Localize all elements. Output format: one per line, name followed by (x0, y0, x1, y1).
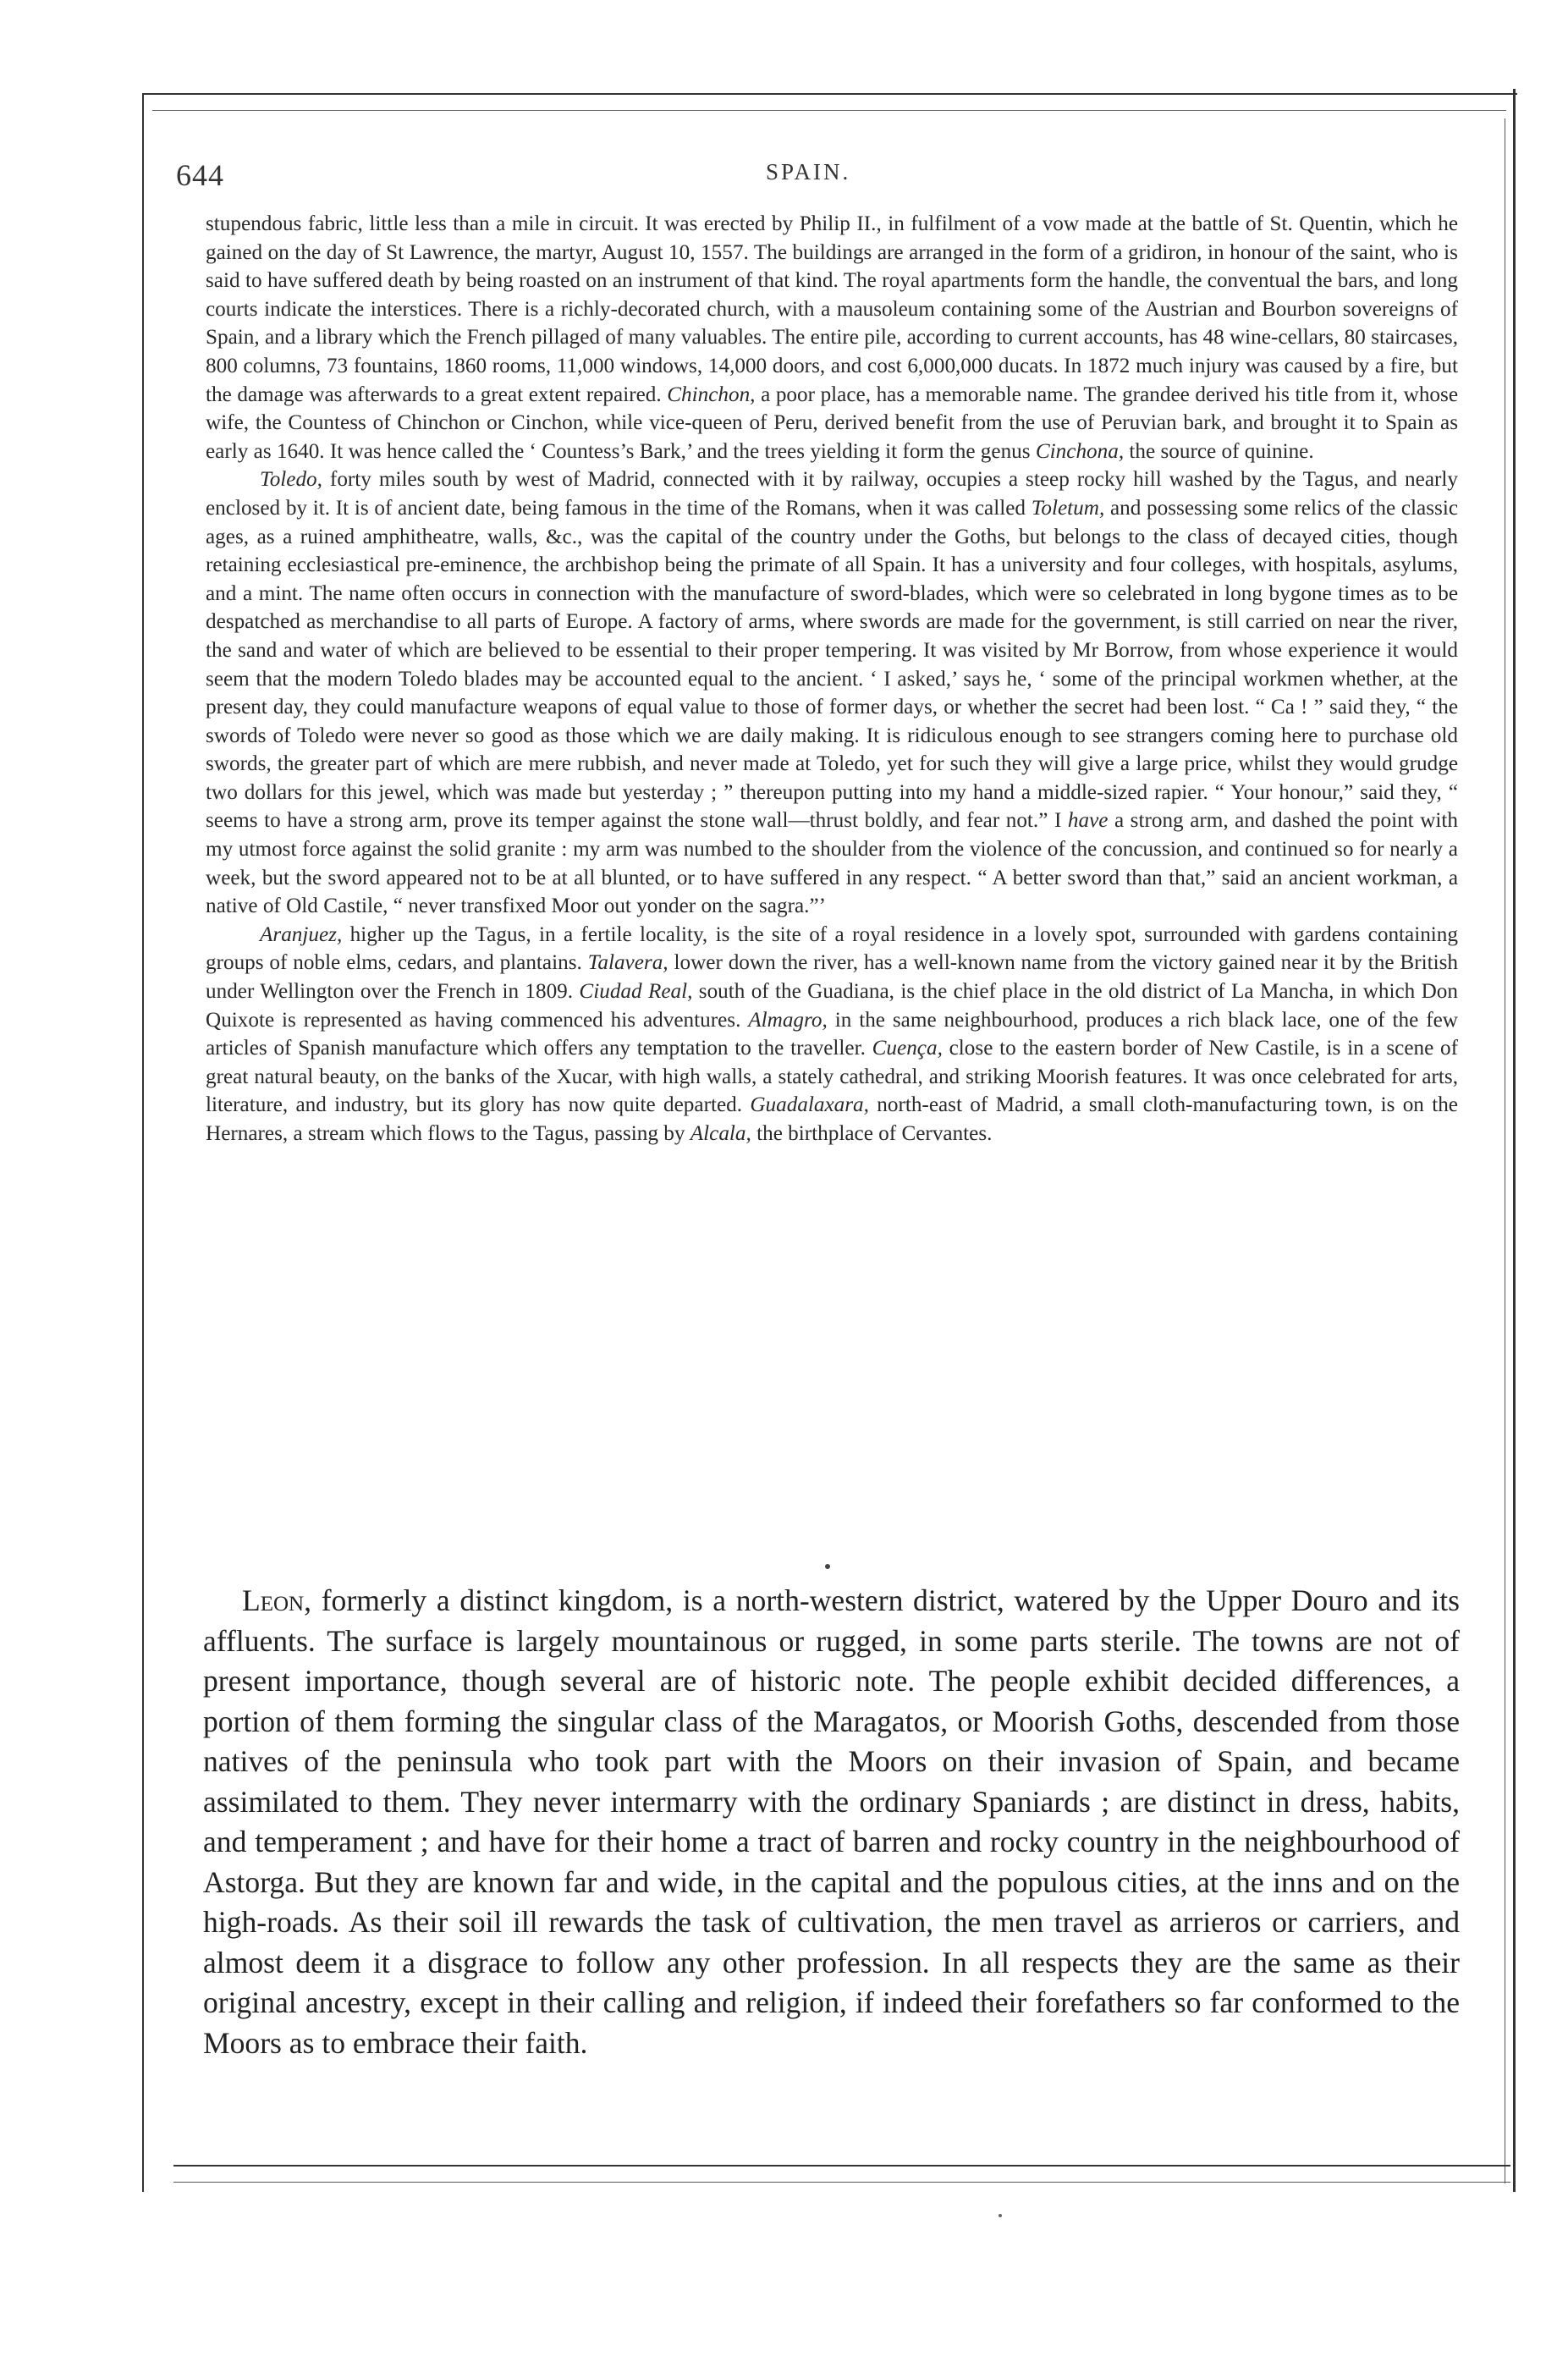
italic-term: Almagro, (748, 1008, 828, 1032)
leon-body: formerly a distinct kingdom, is a north-western district, watered by the Upper Douro and its affluents. The surface is largely mountainous or rugged, in some parts sterile. The towns are not of present importance, though several are of historic note. The people exhibit decided differences, a portion of them forming the singular class of the Maragatos, or Moorish Goths, descended from those natives of the peninsula who took part with the Moors on their invasion of Spain, and became assimilated to them. They never intermarry with the ordinary Spaniards ; are distinct in dress, habits, and temperament ; and have for their home a tract of barren and rocky country in the neighbourhood of Astorga. But they are known far and wide, in the capital and the populous cities, at the inns and on the high-roads. As their soil ill rewards the task of cultivation, the men travel as arrieros or carriers, and almost deem it a disgrace to follow any other profession. In all respects they are the same as their original ancestry, except in their calling and religion, if indeed their forefathers so far conformed to the Moors as to embrace their faith. (203, 1583, 1460, 2060)
paragraph-escorial (206, 210, 1458, 465)
italic-term: Toledo, (260, 468, 322, 492)
text-run: close to the eastern border of New Castile, is in a scene of great natural beauty, on the banks of the Xucar, with high walls, a stately cathedral, and striking Moorish features. It was once celebrated for arts, literature, and industry, but its glory has now quite departed. (206, 1037, 1458, 1117)
large-print-section (203, 1581, 1460, 2063)
text-run: in the same neighbourhood, produces a rich black lace, one of the few articles of Spanish manufacture which offers any temptation to the traveller. (206, 1008, 1458, 1060)
italic-term: Guadalaxara, (750, 1093, 869, 1117)
text-run: a poor place, has a memorable name. The grandee derived his title from it, whose wife, the Countess of Chinchon or Cinchon, while vice-queen of Peru, derived benefit from the use of Peruvian bark, and brought it to Spain as early as 1640. It was hence called the ‘ Countess’s Bark,’ and the trees yielding it form the genus (206, 383, 1458, 463)
italic-term: Chinchon, (667, 383, 756, 406)
text-run: stupendous fabric, little less than a mile in circuit. It was erected by Philip II., in fulfilment of a vow made at the battle of St. Quentin, which he gained on the day of St Lawrence, the martyr, August 10, 1557. The buildings are arranged in the form of a gridiron, in honour of the saint, who is said to have suffered death by being roasted on an instrument of that kind. The royal apartments form the handle, the conventual the bars, and long courts indicate the interstices. There is a richly-decorated church, with a mausoleum containing some of the Austrian and Bourbon sovereigns of Spain, and a library which the French pillaged of many valuables. The entire pile, according to current accounts, has 48 wine-cellars, 80 staircases, 800 columns, 73 fountains, 1860 rooms, 11,000 windows, 14,000 doors, and cost 6,000,000 ducats. In 1872 much injury was caused by a fire, but the damage was afterwards to a great extent repaired. (206, 212, 1458, 406)
section-divider-dot (825, 1564, 830, 1569)
text-run: the birthplace of Cervantes. (751, 1122, 993, 1145)
page-border-rule (152, 110, 1506, 111)
running-head: SPAIN. (766, 159, 851, 184)
italic-term: Talavera, (587, 951, 668, 975)
italic-term: Ciudad Real, (579, 980, 693, 1004)
text-run: a strong arm, and dashed the point with my utmost force against the solid granite : my arm was numbed to the shoulder from the violence of the concussion, and continued so for nearly a week, but the sword appeared not to be at all blunted, or to have suffered in any respect. “ A better sword than that,” said an ancient workman, a native of Old Castile, “ never transfixed Moor out yonder on the sagra.”’ (206, 809, 1458, 918)
page-border-right (1513, 89, 1516, 2192)
text-run: north-east of Madrid, a small cloth-manufacturing town, is on the Hernares, a stream which flows to the Tagus, passing by (206, 1093, 1458, 1145)
paragraph-toledo (206, 465, 1458, 921)
text-run: south of the Guadiana, is the chief place in the old district of La Mancha, in which Don Quixote is represented as having commenced his adventures. (206, 980, 1458, 1032)
text-run: higher up the Tagus, in a fertile locality, is the site of a royal residence in a lovely spot, surrounded with gardens containing groups of noble elms, cedars, and plantains. (206, 922, 1458, 975)
page-border-bottom-inner (173, 2182, 1510, 2183)
italic-term: Cuença, (872, 1037, 943, 1060)
text-run: the source of quinine. (1124, 439, 1314, 463)
italic-term: Toletum, (1031, 496, 1105, 520)
italic-term: Aranjuez, (260, 922, 343, 946)
text-run: lower down the river, has a well-known name from the victory gained near it by the British under Wellington over the French in 1809. (206, 951, 1458, 1004)
page-number: 644 (176, 158, 224, 192)
italic-term: have (1067, 809, 1109, 833)
italic-term: Alcala, (690, 1122, 751, 1145)
paragraph-aranjuez (206, 921, 1458, 1148)
leon-lead: Leon, (242, 1583, 312, 1617)
text-run: and possessing some relics of the classic ages, as a ruined amphitheatre, walls, &c., was the capital of the country under the Goths, but belongs to the class of decayed cities, though retaining ecclesiastical pre-eminence, the archbishop being the primate of all Spain. It has a university and four colleges, with hospitals, asylums, and a mint. The name often occurs in connection with the manufacture of sword-blades, which were so celebrated in long bygone times as to be despatched as merchandise to all parts of Europe. A factory of arms, where swords are made for the government, is still carried on near the river, the sand and water of which are believed to be essential to their proper tempering. It was visited by Mr Borrow, from whose experience it would seem that the modern Toledo blades may be accounted equal to the ancient. ‘ I asked,’ says he, ‘ some of the principal workmen whether, at the present day, they could manufacture weapons of equal value to those of former days, or whether the secret had been lost. “ Ca ! ” said they, “ the swords of Toledo were never so good as those which we are daily making. It is ridiculous enough to see strangers coming here to purchase old swords, the greater part of which are mere rubbish, and never made at Toledo, yet for such they will give a large price, whilst they would grudge two dollars for this jewel, which was made but yesterday ; ” thereupon putting into my hand a middle-sized rapier. “ Your honour,” said they, “ seems to have a strong arm, prove its temper against the stone wall—thrust boldly, and fear not.” I (206, 496, 1458, 833)
paragraph-leon (203, 1581, 1460, 2063)
text-run: forty miles south by west of Madrid, connected with it by railway, occupies a steep rocky hill washed by the Tagus, and nearly enclosed by it. It is of ancient date, being famous in the time of the Romans, when it was called (206, 468, 1458, 520)
stray-mark (999, 2214, 1002, 2217)
italic-term: Cinchona, (1035, 439, 1125, 463)
page-border-bottom (173, 2165, 1510, 2167)
small-print-section (206, 210, 1458, 1148)
